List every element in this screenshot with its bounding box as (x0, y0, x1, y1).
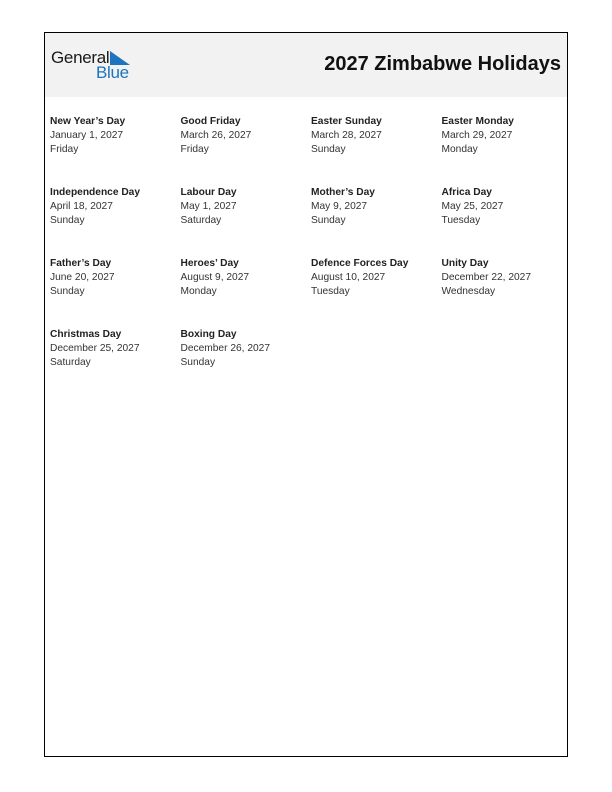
holiday-weekday: Tuesday (441, 215, 481, 227)
holiday-name: New Year’s Day (50, 116, 126, 127)
holiday-name: Christmas Day (50, 329, 122, 340)
holiday-name: Independence Day (50, 187, 141, 198)
generalblue-logo[interactable] (51, 49, 141, 83)
holiday-weekday: Saturday (180, 215, 222, 227)
holiday-entry (442, 257, 570, 328)
holiday-date: June 20, 2027 (50, 272, 115, 284)
holiday-date: May 25, 2027 (441, 201, 504, 213)
holiday-name: Boxing Day (180, 329, 237, 340)
holiday-entry (181, 257, 312, 328)
holiday-weekday: Monday (441, 144, 478, 156)
header-band (45, 33, 567, 97)
holiday-grid (50, 115, 570, 399)
holiday-entry (50, 186, 181, 257)
holiday-date: December 25, 2027 (50, 343, 140, 355)
holiday-name: Father’s Day (50, 258, 112, 269)
holiday-name: Good Friday (180, 116, 241, 127)
holiday-date: December 22, 2027 (441, 272, 531, 284)
holiday-weekday: Sunday (311, 144, 346, 156)
page-frame (44, 32, 568, 757)
holiday-date: January 1, 2027 (50, 130, 124, 142)
holiday-entry (181, 186, 312, 257)
holiday-weekday: Wednesday (441, 286, 496, 298)
holiday-weekday: Sunday (311, 215, 346, 227)
holiday-date: March 28, 2027 (311, 130, 382, 142)
holiday-name: Unity Day (441, 258, 489, 269)
holiday-date: May 9, 2027 (311, 201, 368, 213)
holiday-date: August 9, 2027 (180, 272, 250, 284)
holiday-weekday: Tuesday (311, 286, 350, 298)
holiday-entry (311, 115, 442, 186)
holiday-entry (442, 115, 570, 186)
holiday-weekday: Sunday (180, 357, 216, 369)
holiday-entry (50, 257, 181, 328)
holiday-date: August 10, 2027 (311, 272, 386, 284)
holiday-name: Labour Day (180, 187, 237, 198)
holiday-name: Africa Day (441, 187, 492, 198)
holiday-weekday: Sunday (50, 215, 85, 227)
holiday-date: December 26, 2027 (180, 343, 270, 355)
holiday-entry (50, 328, 181, 399)
logo-text-general: General (51, 48, 110, 67)
holiday-weekday: Friday (50, 144, 79, 156)
holiday-name: Easter Sunday (311, 116, 382, 127)
holiday-name: Easter Monday (441, 116, 514, 127)
logo-text-blue: Blue (96, 63, 129, 82)
holiday-entry (311, 186, 442, 257)
holiday-date: May 1, 2027 (180, 201, 237, 213)
holiday-name: Defence Forces Day (311, 258, 409, 269)
holiday-date: March 26, 2027 (180, 130, 252, 142)
holiday-entry (311, 257, 442, 328)
holiday-entry (50, 115, 181, 186)
holiday-name: Mother’s Day (311, 187, 375, 198)
holiday-name: Heroes’ Day (180, 258, 239, 269)
holiday-entry (442, 186, 570, 257)
page-title: 2027 Zimbabwe Holidays (324, 53, 561, 75)
holiday-date: March 29, 2027 (441, 130, 513, 142)
holiday-weekday: Sunday (50, 286, 85, 298)
holiday-date: April 18, 2027 (50, 201, 113, 213)
holiday-entry (181, 328, 312, 399)
holiday-entry (181, 115, 312, 186)
holiday-weekday: Friday (180, 144, 209, 156)
holiday-weekday: Saturday (50, 357, 91, 369)
holiday-weekday: Monday (180, 286, 217, 298)
